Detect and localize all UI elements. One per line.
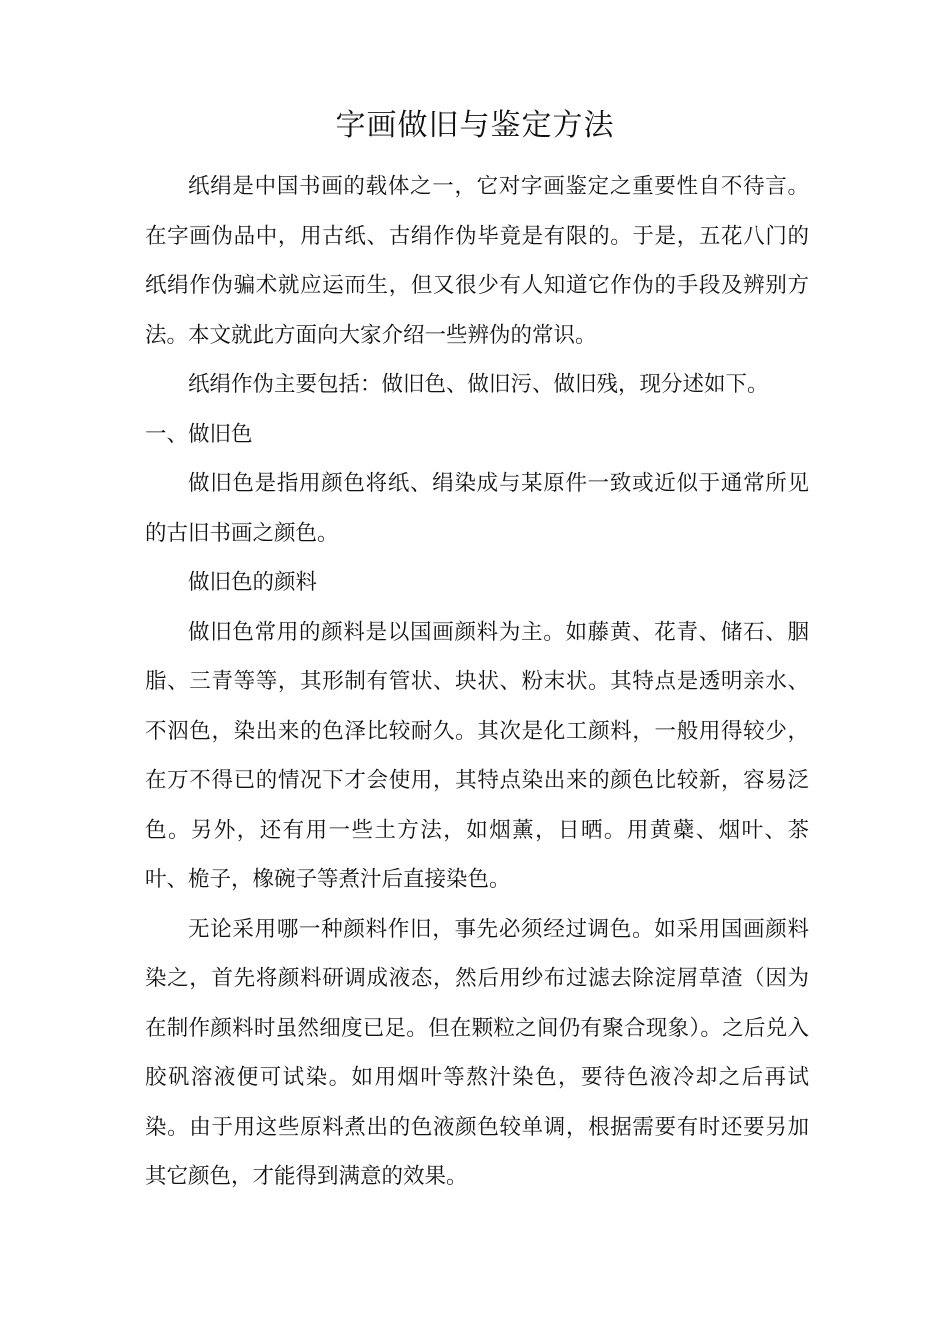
paragraph-intro: 纸绢是中国书画的载体之一，它对字画鉴定之重要性自不待言。在字画伪品中，用古纸、古绢作伪毕竟是有限的。于是，五花八门的纸绢作伪骗术就应运而生，但又很少有人知道它作伪的手段及辨别方法。本文就此方面向大家介绍一些辨伪的常识。: [145, 174, 809, 348]
paragraph-color-mixing: 无论采用哪一种颜料作旧，事先必须经过调色。如采用国画颜料染之，首先将颜料研调成液态，然后用纱布过滤去除淀屑草渣（因为在制作颜料时虽然细度已足。但在颗粒之间仍有聚合现象）。之后兑入胶矾溶液便可试染。如用烟叶等熬汁染色，要待色液冷却之后再试染。由于用这些原料煮出的色液颜色较单调，根据需要有时还要另加其它颜色，才能得到满意的效果。: [145, 916, 809, 1189]
paragraph-aged-color-definition: 做旧色是指用颜色将纸、绢染成与某原件一致或近似于通常所见的古旧书画之颜色。: [145, 471, 809, 546]
document-body: [145, 162, 809, 1202]
section-heading-aged-color: 一、做旧色: [145, 421, 253, 447]
subheading-pigments: 做旧色的颜料: [188, 570, 318, 595]
paragraph-pigments: 做旧色常用的颜料是以国画颜料为主。如藤黄、花青、储石、胭脂、三青等等，其形制有管状、块状、粉末状。其特点是透明亲水、不泅色，染出来的色泽比较耐久。其次是化工颜料，一般用得较少，在万不得已的情况下才会使用，其特点染出来的颜色比较新，容易泛色。另外，还有用一些土方法，如烟薰，日晒。用黄蘗、烟叶、茶叶、桅子，橡碗子等煮汁后直接染色。: [145, 619, 809, 892]
document-title: 字画做旧与鉴定方法: [335, 108, 615, 143]
paragraph-overview: 纸绢作伪主要包括：做旧色、做旧污、做旧残，现分述如下。: [188, 372, 769, 397]
